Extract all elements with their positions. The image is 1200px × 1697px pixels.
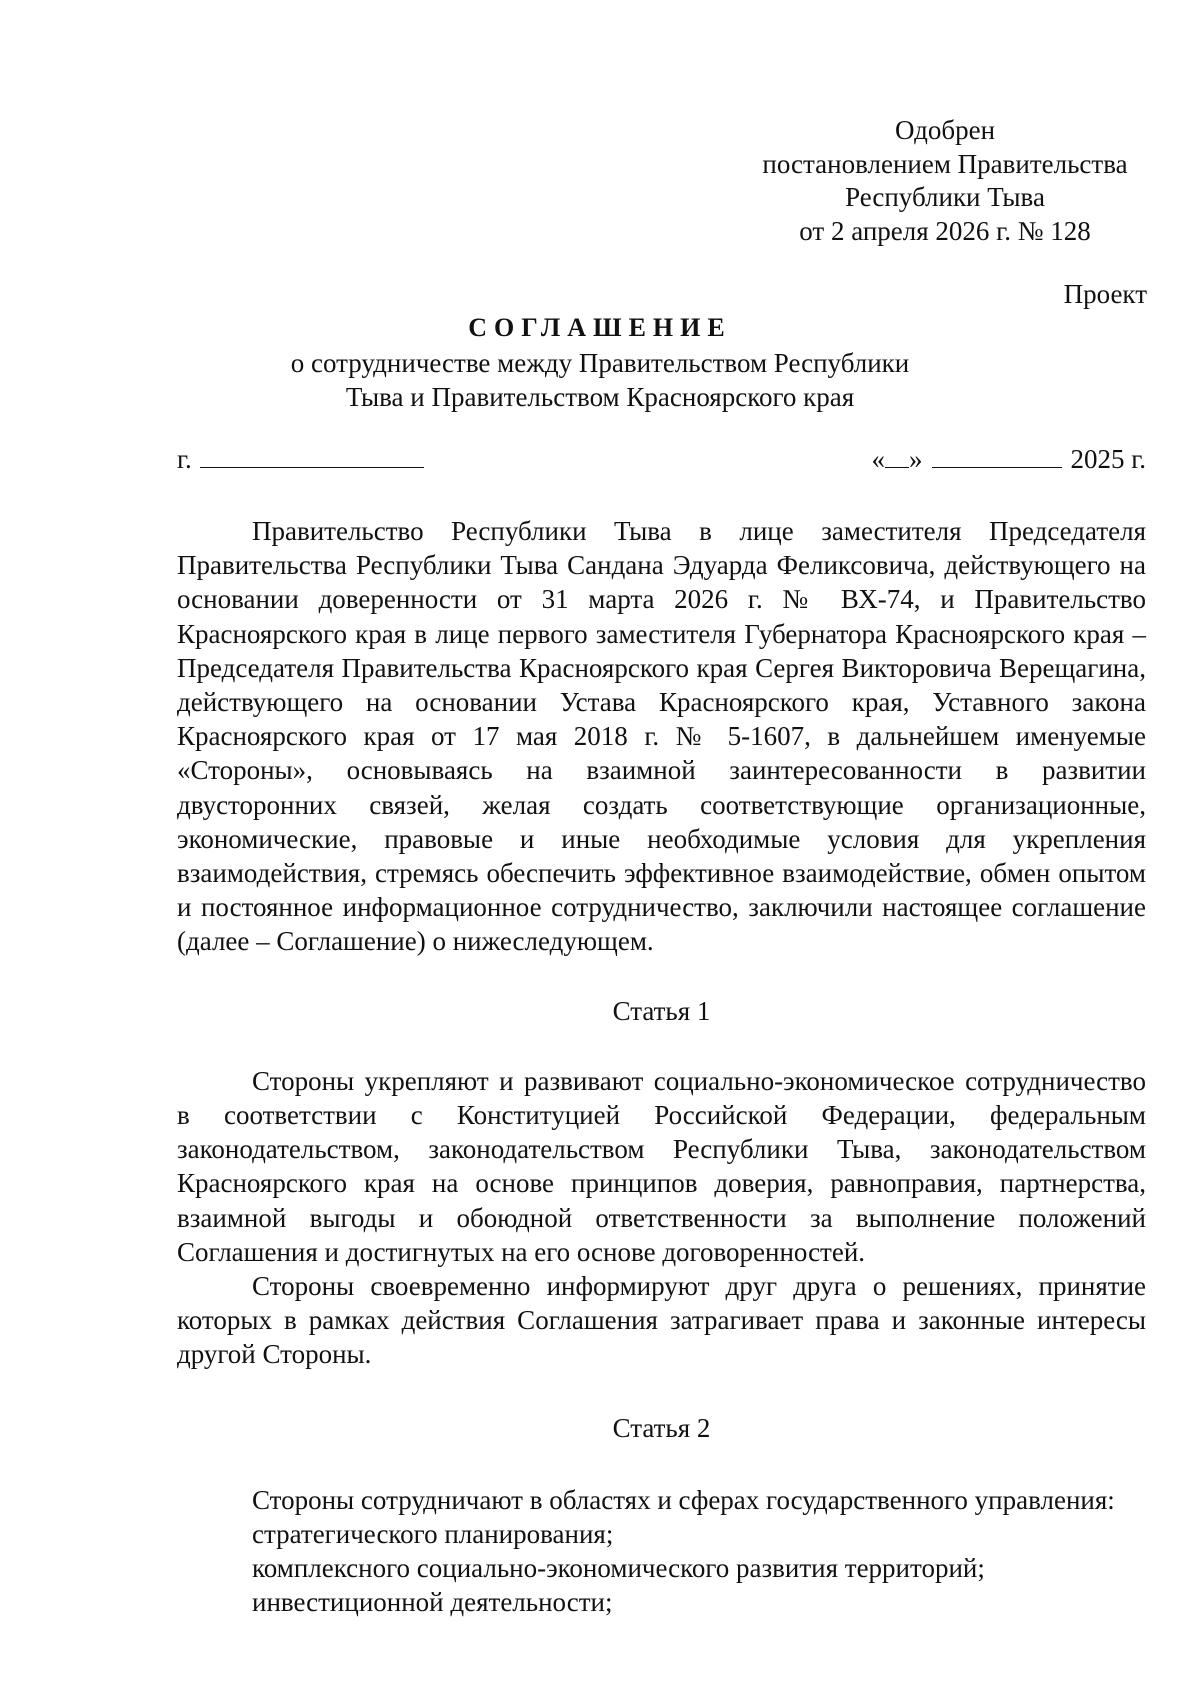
subtitle-line-2: Тыва и Правительством Красноярского края xyxy=(345,382,855,412)
preamble-paragraph: Правительство Республики Тыва в лице заместителя Председателя Правительства Республики Тыва Сандана Эдуарда Феликсовича, действующего на основании доверенности от 31 марта 2026 г. № ВХ-74, и Правительство Красноярского края в лице первого заместителя Губернатора Красноярского края – Председателя Правительства Красноярского края Сергея Викторовича Верещагина, действующего на основании Устава Красноярского края, Уставного закона Красноярского края от 17 мая 2018 г. № 5-1607, в дальнейшем именуемые «Стороны», основываясь на взаимной заинтересованности в развитии двусторонних связей, желая создать соответствующие организационные, экономические, правовые и иные необходимые условия для укрепления взаимодействия, стремясь обеспечить эффективное взаимодействие, обмен опытом и постоянное информационное сотрудничество, заключили настоящее соглашение (далее – Соглашение) о нижеследующем. xyxy=(177,516,1146,957)
date-field xyxy=(871,443,1146,475)
city-field xyxy=(177,443,424,475)
approval-line-1: Одобрен xyxy=(894,115,996,145)
draft-mark: Проект xyxy=(1063,279,1147,309)
approval-line-3: Республики Тыва xyxy=(845,182,1045,212)
place-date-row xyxy=(177,443,1146,477)
article-1-paragraph-1: Стороны укрепляют и развивают социально-экономическое сотрудничество в соответствии с Конституцией Российской Федерации, федеральным законодательством, законодательством Республики Тыва, законодательством Красноярского края на основе принципов доверия, равноправия, партнерства, взаимной выгоды и обоюдной ответственности за выполнение положений Соглашения и достигнутых на его основе договоренностей. xyxy=(177,1065,1146,1267)
list-item: стратегического планирования; xyxy=(252,1519,614,1550)
approval-stamp xyxy=(745,114,1145,248)
year-text: 2025 г. xyxy=(1070,444,1146,474)
quote-open: « xyxy=(871,444,885,474)
approval-line-2: постановлением Правительства xyxy=(762,148,1128,179)
document-subtitle xyxy=(0,346,1200,414)
city-prefix: г. xyxy=(177,444,192,474)
article-2-heading: Статья 2 xyxy=(612,1412,711,1443)
city-blank-line xyxy=(200,443,424,468)
approval-line-4: от 2 апреля 2026 г. № 128 xyxy=(799,215,1091,246)
article-2-intro: Стороны сотрудничают в областях и сферах государственного управления: xyxy=(252,1484,1115,1515)
article-1-heading: Статья 1 xyxy=(612,995,711,1026)
document-title: СОГЛАШЕНИЕ xyxy=(468,313,732,342)
list-item: инвестиционной деятельности; xyxy=(252,1587,613,1618)
subtitle-line-1: о сотрудничестве между Правительством Республики xyxy=(290,348,910,378)
month-blank-line xyxy=(932,443,1062,468)
quote-close: » xyxy=(908,444,923,474)
document-body xyxy=(177,514,1146,1620)
day-blank-line xyxy=(885,443,909,468)
article-1-paragraph-2: Стороны своевременно информируют друг друга о решениях, принятие которых в рамках действия Соглашения затрагивает права и законные интересы другой Стороны. xyxy=(177,1271,1146,1370)
list-item: комплексного социально-экономического развития территорий; xyxy=(252,1553,985,1584)
